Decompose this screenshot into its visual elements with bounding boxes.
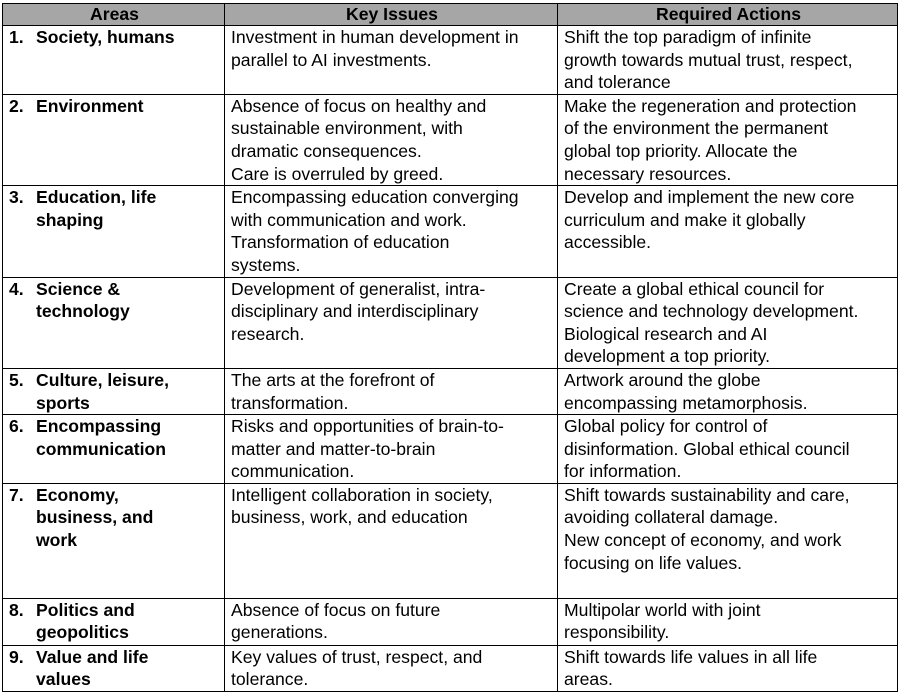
area-number: 6. <box>9 416 24 437</box>
required-action-line: for information. <box>564 461 682 482</box>
required-action-line: areas. <box>564 669 613 690</box>
key-issue-line: Risks and opportunities of brain-to- <box>231 416 504 437</box>
area-label-line: shaping <box>36 209 104 230</box>
area-number: 9. <box>9 646 24 667</box>
area-label-line: Economy, <box>36 484 119 505</box>
area-cell <box>3 368 225 414</box>
required-action-line: avoiding collateral damage. <box>564 507 779 528</box>
area-label-line: Culture, leisure, <box>36 369 169 390</box>
area-label-line: Science & <box>36 278 121 299</box>
area-number: 8. <box>9 599 24 620</box>
required-actions-cell <box>558 598 898 645</box>
area-label <box>36 599 220 644</box>
key-issue-line: Care is overruled by greed. <box>231 163 444 184</box>
required-action-line: encompassing metamorphosis. <box>564 392 808 413</box>
area-label-line: values <box>36 669 91 690</box>
area-label <box>36 186 220 231</box>
area-cell <box>3 645 225 691</box>
key-issue-line: business, work, and education <box>231 507 468 528</box>
required-action-line: Develop and implement the new core <box>564 187 855 208</box>
key-issue-line: dramatic consequences. <box>231 140 422 161</box>
required-action-line: Create a global ethical council for <box>564 278 825 299</box>
area-label-line: work <box>36 530 78 551</box>
required-action-line: and tolerance <box>564 72 671 93</box>
area-cell <box>3 483 225 598</box>
key-issue-line: research. <box>231 323 305 344</box>
key-issue-line: systems. <box>231 254 301 275</box>
table-row <box>3 186 898 277</box>
area-label <box>36 415 220 460</box>
area-cell <box>3 598 225 645</box>
area-cell <box>3 186 225 277</box>
required-actions-cell <box>558 483 898 598</box>
table-row <box>3 645 898 691</box>
required-action-line: necessary resources. <box>564 163 732 184</box>
area-label-line: business, and <box>36 507 154 528</box>
required-action-line: Shift towards life values in all life <box>564 646 818 667</box>
area-label <box>36 646 220 691</box>
area-label-line: Environment <box>36 95 144 116</box>
area-label-line: technology <box>36 301 130 322</box>
table-row <box>3 368 898 414</box>
key-issue-line: with communication and work. <box>231 209 467 230</box>
key-issues-cell <box>225 26 558 95</box>
required-actions-cell <box>558 415 898 484</box>
required-action-line: Shift the top paradigm of infinite <box>564 27 812 47</box>
required-action-line: growth towards mutual trust, respect, <box>564 49 853 70</box>
area-label <box>36 26 220 49</box>
required-actions-cell <box>558 368 898 414</box>
table-body <box>3 26 898 692</box>
areas-table <box>2 3 898 692</box>
area-number: 2. <box>9 95 24 116</box>
key-issue-line: tolerance. <box>231 669 309 690</box>
required-action-line: Make the regeneration and protection <box>564 95 857 116</box>
area-label-line: Value and life <box>36 646 149 667</box>
key-issue-line: transformation. <box>231 392 349 413</box>
area-label-line: Encompassing <box>36 416 162 437</box>
key-issue-line: generations. <box>231 622 328 643</box>
area-label <box>36 278 220 323</box>
table-row <box>3 415 898 484</box>
required-action-line: of the environment the permanent <box>564 118 829 139</box>
required-actions-cell <box>558 94 898 185</box>
key-issues-cell <box>225 415 558 484</box>
key-issue-line: Encompassing education converging <box>231 187 519 208</box>
key-issue-line: Transformation of education <box>231 232 450 253</box>
required-action-line: Shift towards sustainability and care, <box>564 484 850 505</box>
area-label-line: Society, humans <box>36 27 175 47</box>
area-number: 4. <box>9 278 24 299</box>
key-issues-cell <box>225 483 558 598</box>
key-issue-line: parallel to AI investments. <box>231 49 432 70</box>
key-issues-cell <box>225 94 558 185</box>
key-issues-cell <box>225 277 558 368</box>
area-label <box>36 484 220 552</box>
area-number: 7. <box>9 484 24 505</box>
area-cell <box>3 277 225 368</box>
key-issue-line: sustainable environment, with <box>231 118 463 139</box>
table-row <box>3 483 898 598</box>
area-number: 5. <box>9 369 24 390</box>
key-issue-line: Investment in human development in <box>231 27 519 47</box>
header-required-actions: Required Actions <box>558 4 898 26</box>
area-label-line: Education, life <box>36 187 157 208</box>
table-row <box>3 598 898 645</box>
required-actions-cell <box>558 277 898 368</box>
required-action-line: Global policy for control of <box>564 416 768 437</box>
key-issue-line: The arts at the forefront of <box>231 369 435 390</box>
header-row <box>3 4 898 26</box>
required-action-line: focusing on life values. <box>564 552 742 573</box>
required-action-line: Multipolar world with joint <box>564 599 761 620</box>
key-issue-line: disciplinary and interdisciplinary <box>231 301 479 322</box>
table-row <box>3 26 898 95</box>
area-number: 3. <box>9 187 24 208</box>
table-row <box>3 277 898 368</box>
area-label <box>36 369 220 414</box>
header-key-issues: Key Issues <box>225 4 558 26</box>
required-action-line: accessible. <box>564 232 652 253</box>
key-issue-line: communication. <box>231 461 355 482</box>
required-actions-cell <box>558 645 898 691</box>
required-action-line: curriculum and make it globally <box>564 209 806 230</box>
required-action-line: science and technology development. <box>564 301 859 322</box>
required-actions-cell <box>558 186 898 277</box>
area-label-line: Politics and <box>36 599 135 620</box>
key-issue-line: Absence of focus on healthy and <box>231 95 487 116</box>
area-cell <box>3 94 225 185</box>
key-issues-cell <box>225 598 558 645</box>
key-issue-line: matter and matter-to-brain <box>231 438 436 459</box>
area-cell <box>3 26 225 95</box>
required-actions-cell <box>558 26 898 95</box>
key-issues-cell <box>225 645 558 691</box>
required-action-line: New concept of economy, and work <box>564 530 842 551</box>
required-action-line: responsibility. <box>564 622 670 643</box>
key-issues-cell <box>225 368 558 414</box>
header-areas: Areas <box>3 4 225 26</box>
required-action-line: global top priority. Allocate the <box>564 140 798 161</box>
area-label-line: geopolitics <box>36 622 129 643</box>
required-action-line: disinformation. Global ethical council <box>564 438 850 459</box>
area-cell <box>3 415 225 484</box>
required-action-line: Biological research and AI <box>564 323 768 344</box>
key-issue-line: Development of generalist, intra- <box>231 278 486 299</box>
area-label-line: sports <box>36 392 90 413</box>
required-action-line: Artwork around the globe <box>564 369 761 390</box>
area-number: 1. <box>9 27 24 47</box>
area-label-line: communication <box>36 438 167 459</box>
key-issue-line: Absence of focus on future <box>231 599 441 620</box>
area-label <box>36 95 220 118</box>
table-row <box>3 94 898 185</box>
key-issue-line: Key values of trust, respect, and <box>231 646 483 667</box>
required-action-line: development a top priority. <box>564 346 771 367</box>
key-issues-cell <box>225 186 558 277</box>
key-issue-line: Intelligent collaboration in society, <box>231 484 493 505</box>
